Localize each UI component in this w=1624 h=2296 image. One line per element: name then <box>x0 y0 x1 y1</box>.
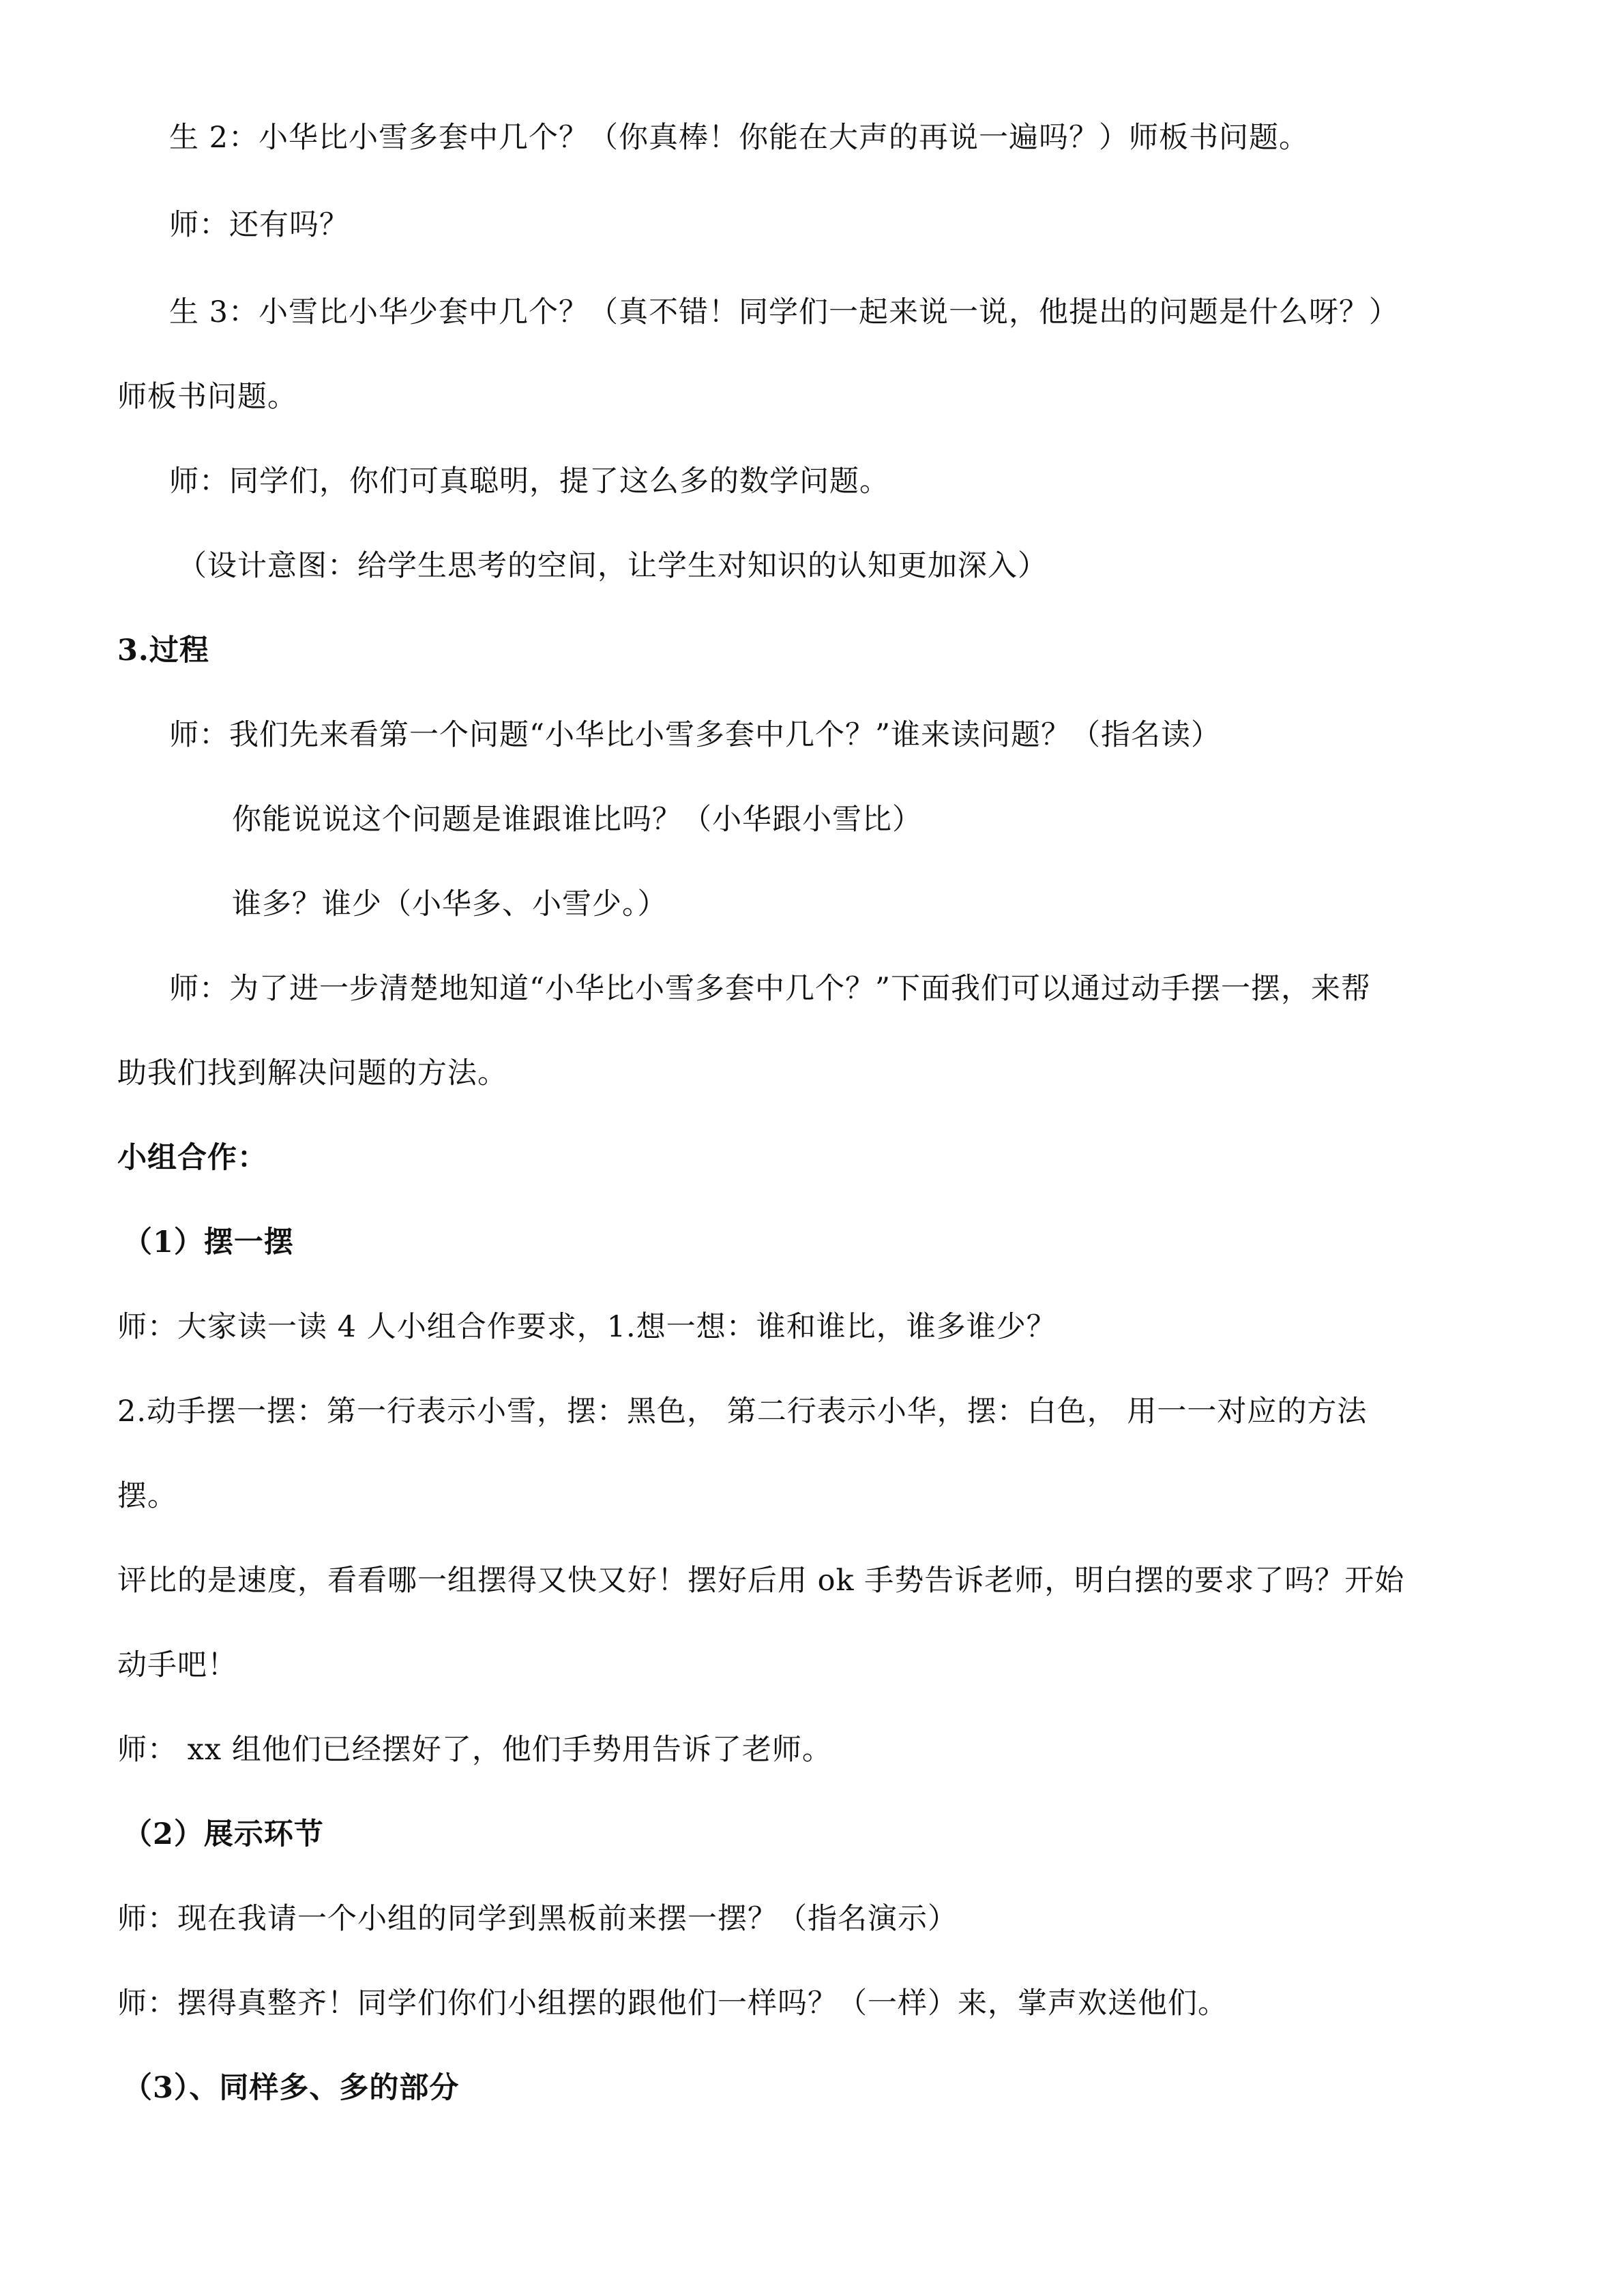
text-line-teacher-praise: 师：同学们，你们可真聪明，提了这么多的数学问题。 <box>169 464 889 498</box>
text-line-invite-group: 师：现在我请一个小组的同学到黑板前来摆一摆？（指名演示） <box>117 1902 958 1936</box>
text-line-arrange-rows: 2.动手摆一摆：第一行表示小雪，摆：黑色， 第二行表示小华，摆：白色， 用一一对应的方法 <box>117 1395 1368 1429</box>
text-line-group-requirements: 师：大家读一读 4 人小组合作要求，1.想一想：谁和谁比，谁多谁少？ <box>117 1310 1057 1344</box>
section-heading-process: 3.过程 <box>117 633 209 668</box>
text-line-student2: 生 2：小华比小雪多套中几个？（你真棒！你能在大声的再说一遍吗？）师板书问题。 <box>169 121 1310 155</box>
text-line-design-intent: （设计意图：给学生思考的空间，让学生对知识的认知更加深入） <box>177 549 1048 583</box>
text-line-teacher-more: 师：还有吗？ <box>169 208 349 242</box>
section-heading-group-work: 小组合作： <box>117 1141 267 1175</box>
text-line-hands-on-cont: 助我们找到解决问题的方法。 <box>117 1056 507 1090</box>
text-line-neat: 师：摆得真整齐！同学们你们小组摆的跟他们一样吗？（一样）来，掌声欢送他们。 <box>117 1986 1228 2021</box>
text-line-student3: 生 3：小雪比小华少套中几个？（真不错！同学们一起来说一说，他提出的问题是什么呀？） <box>169 295 1400 329</box>
text-line-who-compare: 你能说说这个问题是谁跟谁比吗？（小华跟小雪比） <box>232 803 922 837</box>
text-line-arrange-end: 摆。 <box>117 1479 177 1513</box>
text-line-first-question: 师：我们先来看第一个问题“小华比小雪多套中几个？”谁来读问题？（指名读） <box>169 718 1221 752</box>
text-line-start: 动手吧！ <box>117 1648 237 1682</box>
subheading-display: （2）展示环节 <box>123 1817 324 1851</box>
text-line-group-done: 师： xx 组他们已经摆好了，他们手势用告诉了老师。 <box>117 1733 832 1767</box>
text-line-who-more: 谁多？谁少（小华多、小雪少。） <box>232 887 668 921</box>
text-line-board-question: 师板书问题。 <box>117 380 297 414</box>
text-line-hands-on: 师：为了进一步清楚地知道“小华比小雪多套中几个？”下面我们可以通过动手摆一摆，来帮 <box>169 972 1371 1006</box>
text-line-speed-contest: 评比的是速度，看看哪一组摆得又快又好！摆好后用 ok 手势告诉老师，明白摆的要求了吗？开始 <box>117 1564 1405 1598</box>
subheading-same-more: （3）、同样多、多的部分 <box>123 2071 460 2105</box>
subheading-arrange: （1）摆一摆 <box>123 1225 294 1259</box>
